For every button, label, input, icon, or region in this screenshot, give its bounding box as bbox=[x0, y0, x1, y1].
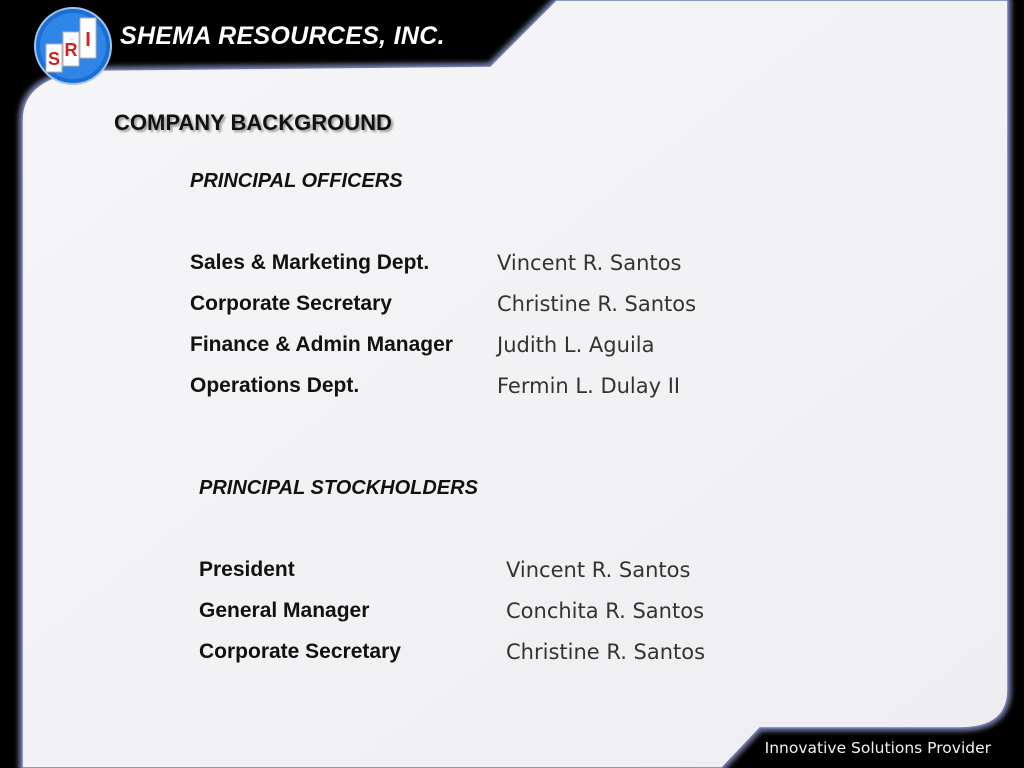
officer-name: Christine R. Santos bbox=[497, 292, 697, 316]
officer-name: Fermin L. Dulay II bbox=[497, 374, 681, 398]
company-name: SHEMA RESOURCES, INC. bbox=[120, 22, 445, 50]
section-title: COMPANY BACKGROUND bbox=[114, 110, 392, 135]
officers-heading: PRINCIPAL OFFICERS bbox=[190, 170, 403, 192]
stockholder-name: Vincent R. Santos bbox=[506, 558, 691, 582]
officer-name: Judith L. Aguila bbox=[497, 333, 655, 357]
logo-letter-s: S bbox=[47, 49, 61, 69]
stockholders-heading: PRINCIPAL STOCKHOLDERS bbox=[199, 477, 478, 499]
logo-letter-r: R bbox=[64, 40, 78, 60]
officer-role: Finance & Admin Manager bbox=[190, 333, 453, 356]
officer-role: Sales & Marketing Dept. bbox=[190, 251, 430, 274]
tagline: Innovative Solutions Provider bbox=[764, 739, 991, 757]
logo-letter-i: I bbox=[85, 29, 91, 51]
stockholder-role: President bbox=[199, 558, 295, 581]
stockholder-role: General Manager bbox=[199, 599, 370, 622]
officer-role: Operations Dept. bbox=[190, 374, 360, 397]
officer-role: Corporate Secretary bbox=[190, 292, 392, 315]
company-logo bbox=[33, 6, 113, 86]
stockholder-role: Corporate Secretary bbox=[199, 640, 401, 663]
stockholder-name: Conchita R. Santos bbox=[506, 599, 705, 623]
officer-name: Vincent R. Santos bbox=[497, 251, 682, 275]
stockholder-name: Christine R. Santos bbox=[506, 640, 706, 664]
